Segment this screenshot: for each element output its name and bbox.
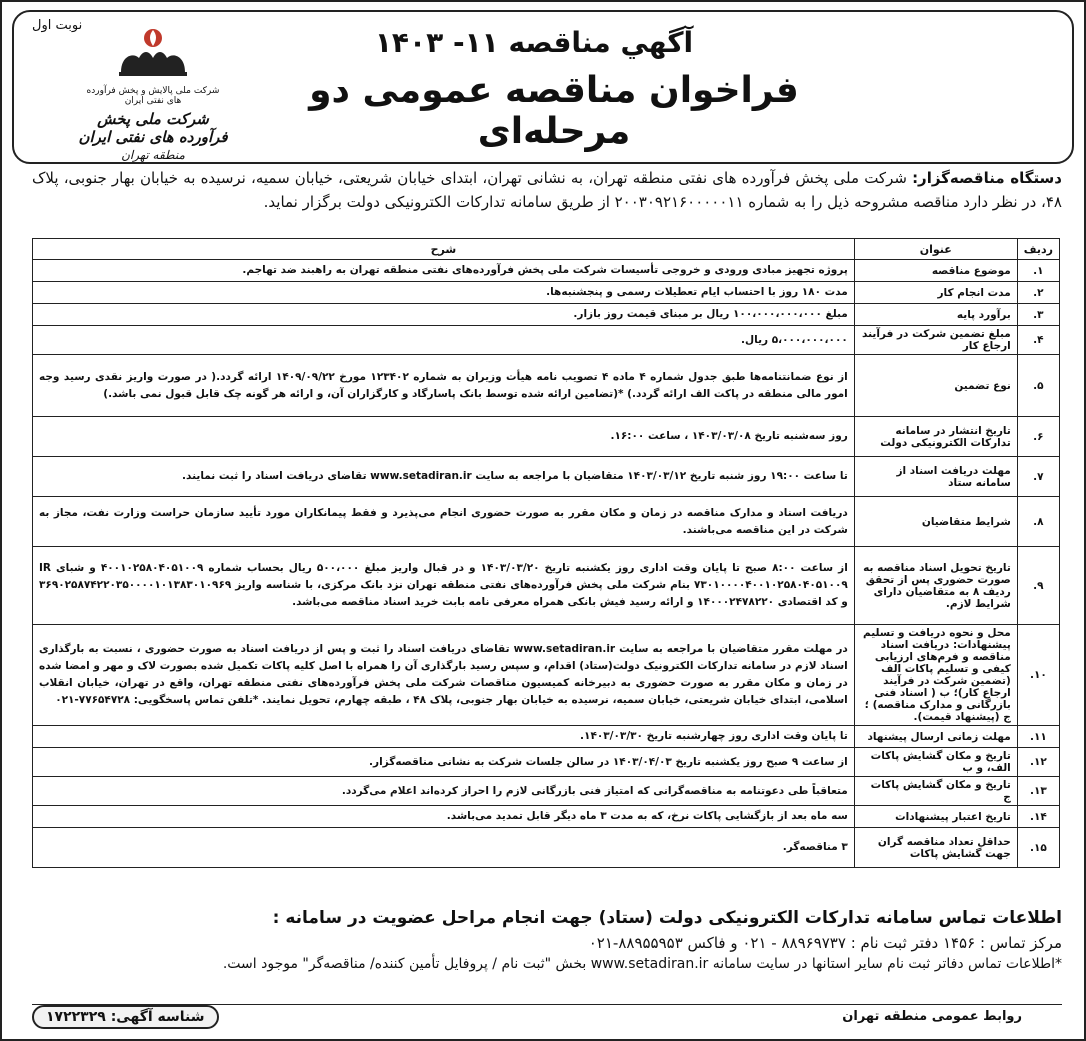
table-row [33,326,1060,355]
row-title: مهلت دریافت اسناد از سامانه ستاد [854,457,1017,497]
notice-footer [32,1004,1062,1029]
row-description: در مهلت مقرر متقاضیان با مراجعه به سایت www.setadiran.ir تقاضای دریافت اسناد را ثبت و پس از دریافت اسناد به صورت حضوری ، نسبت به بارگذاری اسناد لازم در سامانه تدارکات الکترونیک دولت(ستاد) اقدام، و سپس رسید بارگذاری آن را همراه با اصل کلیه پاکات تکمیل شده بصورت لاک و مهر و امضا شده در زمان و مکان مقرر به صورت حضوری به دبیرخانه کمیسیون مناقصات شرکت ملی پخش فرآورده‌های نفتی منطقه تهران، واقع در تهران، خیابان انقلاب اسلامی، ابتدای خیابان شریعتی، خیابان سمیه، نرسیده به خیابان بهار جنوبی، پلاک ۴۸ ، طبقه چهارم، تحویل نمایند. *تلفن تماس پاسخگویی: ۷۷۶۵۴۷۲۸-۰۲۱ [33,625,855,726]
row-number: ۱۳. [1017,777,1059,806]
row-number: ۱. [1017,260,1059,282]
contact-offices-note: *اطلاعات تماس دفاتر ثبت نام سایر استانها در سایت سامانه www.setadiran.ir بخش "ثبت نام / پروفایل تأمین کننده/ مناقصه‌گر" موجود است. [222,956,1062,972]
row-title: محل و نحوه دریافت و تسلیم پیشنهادات: دریافت اسناد مناقصه و فرم‌های ارزیابی کیفی و تسلیم پاکات الف (تضمین شرکت در فرآیند ارجاع کار)؛ ب ( اسناد فنی بازرگانی و مدارک مناقصه) ؛ج (پیشنهاد قیمت). [854,625,1017,726]
notice-title: آگهي مناقصه ۱۱- ۱۴۰۳ [374,26,694,59]
public-relations-label: روابط عمومی منطقه تهران [842,1009,1022,1024]
tender-authority-paragraph [32,166,1062,214]
row-title: تاریخ انتشار در سامانه تدارکات الکترونیکی دولت [854,417,1017,457]
row-title: تاریخ و مکان گشایش پاکات الف، و ب [854,748,1017,777]
row-number: ۶. [1017,417,1059,457]
publication-round: نوبت اول [32,18,83,33]
row-number: ۸. [1017,497,1059,547]
row-description: متعاقباً طی دعوتنامه به مناقصه‌گرانی که امتیاز فنی بازرگانی لازم را احراز کرده‌اند اعلام می‌گردد. [33,777,855,806]
table-row [33,748,1060,777]
table-row [33,355,1060,417]
row-number: ۳. [1017,304,1059,326]
logo-subtitle: شرکت ملی پالایش و پخش فرآورده های نفتی ایران [86,86,220,106]
authority-label: دستگاه مناقصه‌گزار: [912,169,1063,187]
row-description: از ساعت ۸:۰۰ صبح تا پایان وقت اداری روز یکشنبه تاریخ ۱۴۰۳/۰۳/۲۰ و در قبال واریز مبلغ ۵۰۰،۰۰۰ ریال بحساب شماره ۴۰۰۱۰۲۵۸۰۴۰۵۱۰۰۹ و شبای IR ۷۳۰۱۰۰۰۰۴۰۰۱۰۲۵۸۰۴۰۵۱۰۰۹ بنام شرکت ملی پخش فرآورده‌های نفتی منطقه تهران نزد بانک مرکزی، با شناسه واریز ۳۶۹۰۲۵۸۷۴۲۲۰۳۵۰۰۰۰۱۰۱۳۸۳۰۱۰۹۶۹ و کد اقتصادی ۱۴۰۰۰۲۴۷۸۲۲۰ و ارائه رسید فیش بانکی همراه معرفی نامه بابت خرید اسناد مناقصه می‌باشد. [33,547,855,625]
table-row [33,547,1060,625]
authority-text: شرکت ملی پخش فرآورده های نفتی منطقه تهران، به نشانی تهران، ابتدای خیابان شریعتی، خیابان سمیه، نرسیده به خیابان بهار جنوبی، پلاک ۴۸، در نظر دارد مناقصه مشروحه ذیل را به شماره ۲۰۰۳۰۹۲۱۶۰۰۰۰۰۱۱ از طریق سامانه تدارکات الکترونیکی دولت برگزار نماید. [32,169,1062,211]
table-row [33,260,1060,282]
header-row-number: ردیف [1017,239,1059,260]
table-row [33,497,1060,547]
row-number: ۱۴. [1017,806,1059,828]
row-number: ۴. [1017,326,1059,355]
header-description: شرح [33,239,855,260]
row-number: ۷. [1017,457,1059,497]
row-description: از ساعت ۹ صبح روز یکشنبه تاریخ ۱۴۰۳/۰۴/۰۳ در سالن جلسات شرکت به نشانی مناقصه‌گزار. [33,748,855,777]
row-title: حداقل تعداد مناقصه گران جهت گشایش پاکات [854,828,1017,868]
contact-info [32,908,1062,972]
row-description: پروژه تجهیز مبادی ورودی و خروجی تأسیسات شرکت ملی پخش فرآورده‌های نفتی منطقه تهران به راهبند ضد تهاجم. [33,260,855,282]
table-row [33,777,1060,806]
row-description: ۳ مناقصه‌گر. [33,828,855,868]
table-row [33,417,1060,457]
table-row [33,828,1060,868]
row-title: برآورد پایه [854,304,1017,326]
row-description: تا پایان وقت اداری روز چهارشنبه تاریخ ۱۴۰۳/۰۳/۳۰. [33,726,855,748]
table-row [33,625,1060,726]
flame-emblem-icon [113,26,193,82]
table-header-row [33,239,1060,260]
row-number: ۱۵. [1017,828,1059,868]
row-description: روز سه‌شنبه تاریخ ۱۴۰۳/۰۳/۰۸ ، ساعت ۱۶:۰۰. [33,417,855,457]
row-description: تا ساعت ۱۹:۰۰ روز شنبه تاریخ ۱۴۰۳/۰۳/۱۲ متقاضیان با مراجعه به سایت www.setadiran.ir تقاضای دریافت اسناد را ثبت نمایند. [33,457,855,497]
notice-subtitle: فراخوان مناقصه عمومی دو مرحله‌ای [309,70,799,152]
row-title: موضوع مناقصه [854,260,1017,282]
table-row [33,806,1060,828]
row-title: نوع تضمین [854,355,1017,417]
row-description: سه ماه بعد از بازگشایی پاکات نرخ، که به مدت ۳ ماه دیگر قابل تمدید می‌باشد. [33,806,855,828]
logo-company-name: شرکت ملی پخش فرآورده های نفتی ایران [78,110,228,146]
row-number: ۲. [1017,282,1059,304]
notice-header [12,10,1074,164]
row-title: مبلغ تضمین شرکت در فرآیند ارجاع کار [854,326,1017,355]
row-number: ۱۱. [1017,726,1059,748]
logo-region: منطقه تهران [121,148,185,162]
table-row [33,726,1060,748]
row-title: مهلت زمانی ارسال پیشنهاد [854,726,1017,748]
tender-details-table [32,238,1060,868]
row-title: مدت انجام کار [854,282,1017,304]
table-row [33,282,1060,304]
header-title: عنوان [854,239,1017,260]
row-description: دریافت اسناد و مدارک مناقصه در زمان و مکان مقرر به صورت حضوری انجام می‌پذیرد و فقط پیمانکاران مورد تأیید سازمان حراست وزارت نفت، مجاز به شرکت در این مناقصه می‌باشند. [33,497,855,547]
row-description: از نوع ضمانتنامه‌ها طبق جدول شماره ۴ ماده ۴ تصویب نامه هیأت وزیران به شماره ۱۲۳۴۰۲ مورخ ۱۴۰۹/۰۹/۲۲ ارائه گردد.( در صورت واریز نقدی رسید وجه امور مالی منطقه در پاکت الف ارائه گردد.) *(تضامین ارائه شده توسط بانک پاسارگاد و کارگزاران آن، و ارائه هر گونه چک قابل قبول نمی باشد.) [33,355,855,417]
row-number: ۹. [1017,547,1059,625]
row-number: ۱۰. [1017,625,1059,726]
row-title: تاریخ و مکان گشایش پاکات ج [854,777,1017,806]
row-title: تاریخ تحویل اسناد مناقصه به صورت حضوری پس از تحقق ردیف ۸ به متقاضیان دارای شرایط لازم. [854,547,1017,625]
ad-id-badge: شناسه آگهی: ۱۷۲۲۳۲۹ [32,1005,219,1029]
table-row [33,457,1060,497]
row-description: مدت ۱۸۰ روز با احتساب ایام تعطیلات رسمی و پنجشنبه‌ها. [33,282,855,304]
table-row [33,304,1060,326]
row-description: ۵،۰۰۰،۰۰۰،۰۰۰ ریال. [33,326,855,355]
company-logo [78,26,228,162]
row-description: مبلغ ۱۰۰،۰۰۰،۰۰۰،۰۰۰ ریال بر مبنای قیمت روز بازار. [33,304,855,326]
contact-heading: اطلاعات تماس سامانه تدارکات الکترونیکی دولت (ستاد) جهت انجام مراحل عضویت در سامانه : [272,908,1062,928]
row-number: ۱۲. [1017,748,1059,777]
row-title: شرایط متقاضیان [854,497,1017,547]
contact-phones: مرکز تماس : ۱۴۵۶ دفتر ثبت نام : ۸۸۹۶۹۷۳۷ - ۰۲۱ و فاکس ۸۸۹۵۵۹۵۳-۰۲۱ [588,934,1062,952]
row-title: تاریخ اعتبار پیشنهادات [854,806,1017,828]
row-number: ۵. [1017,355,1059,417]
